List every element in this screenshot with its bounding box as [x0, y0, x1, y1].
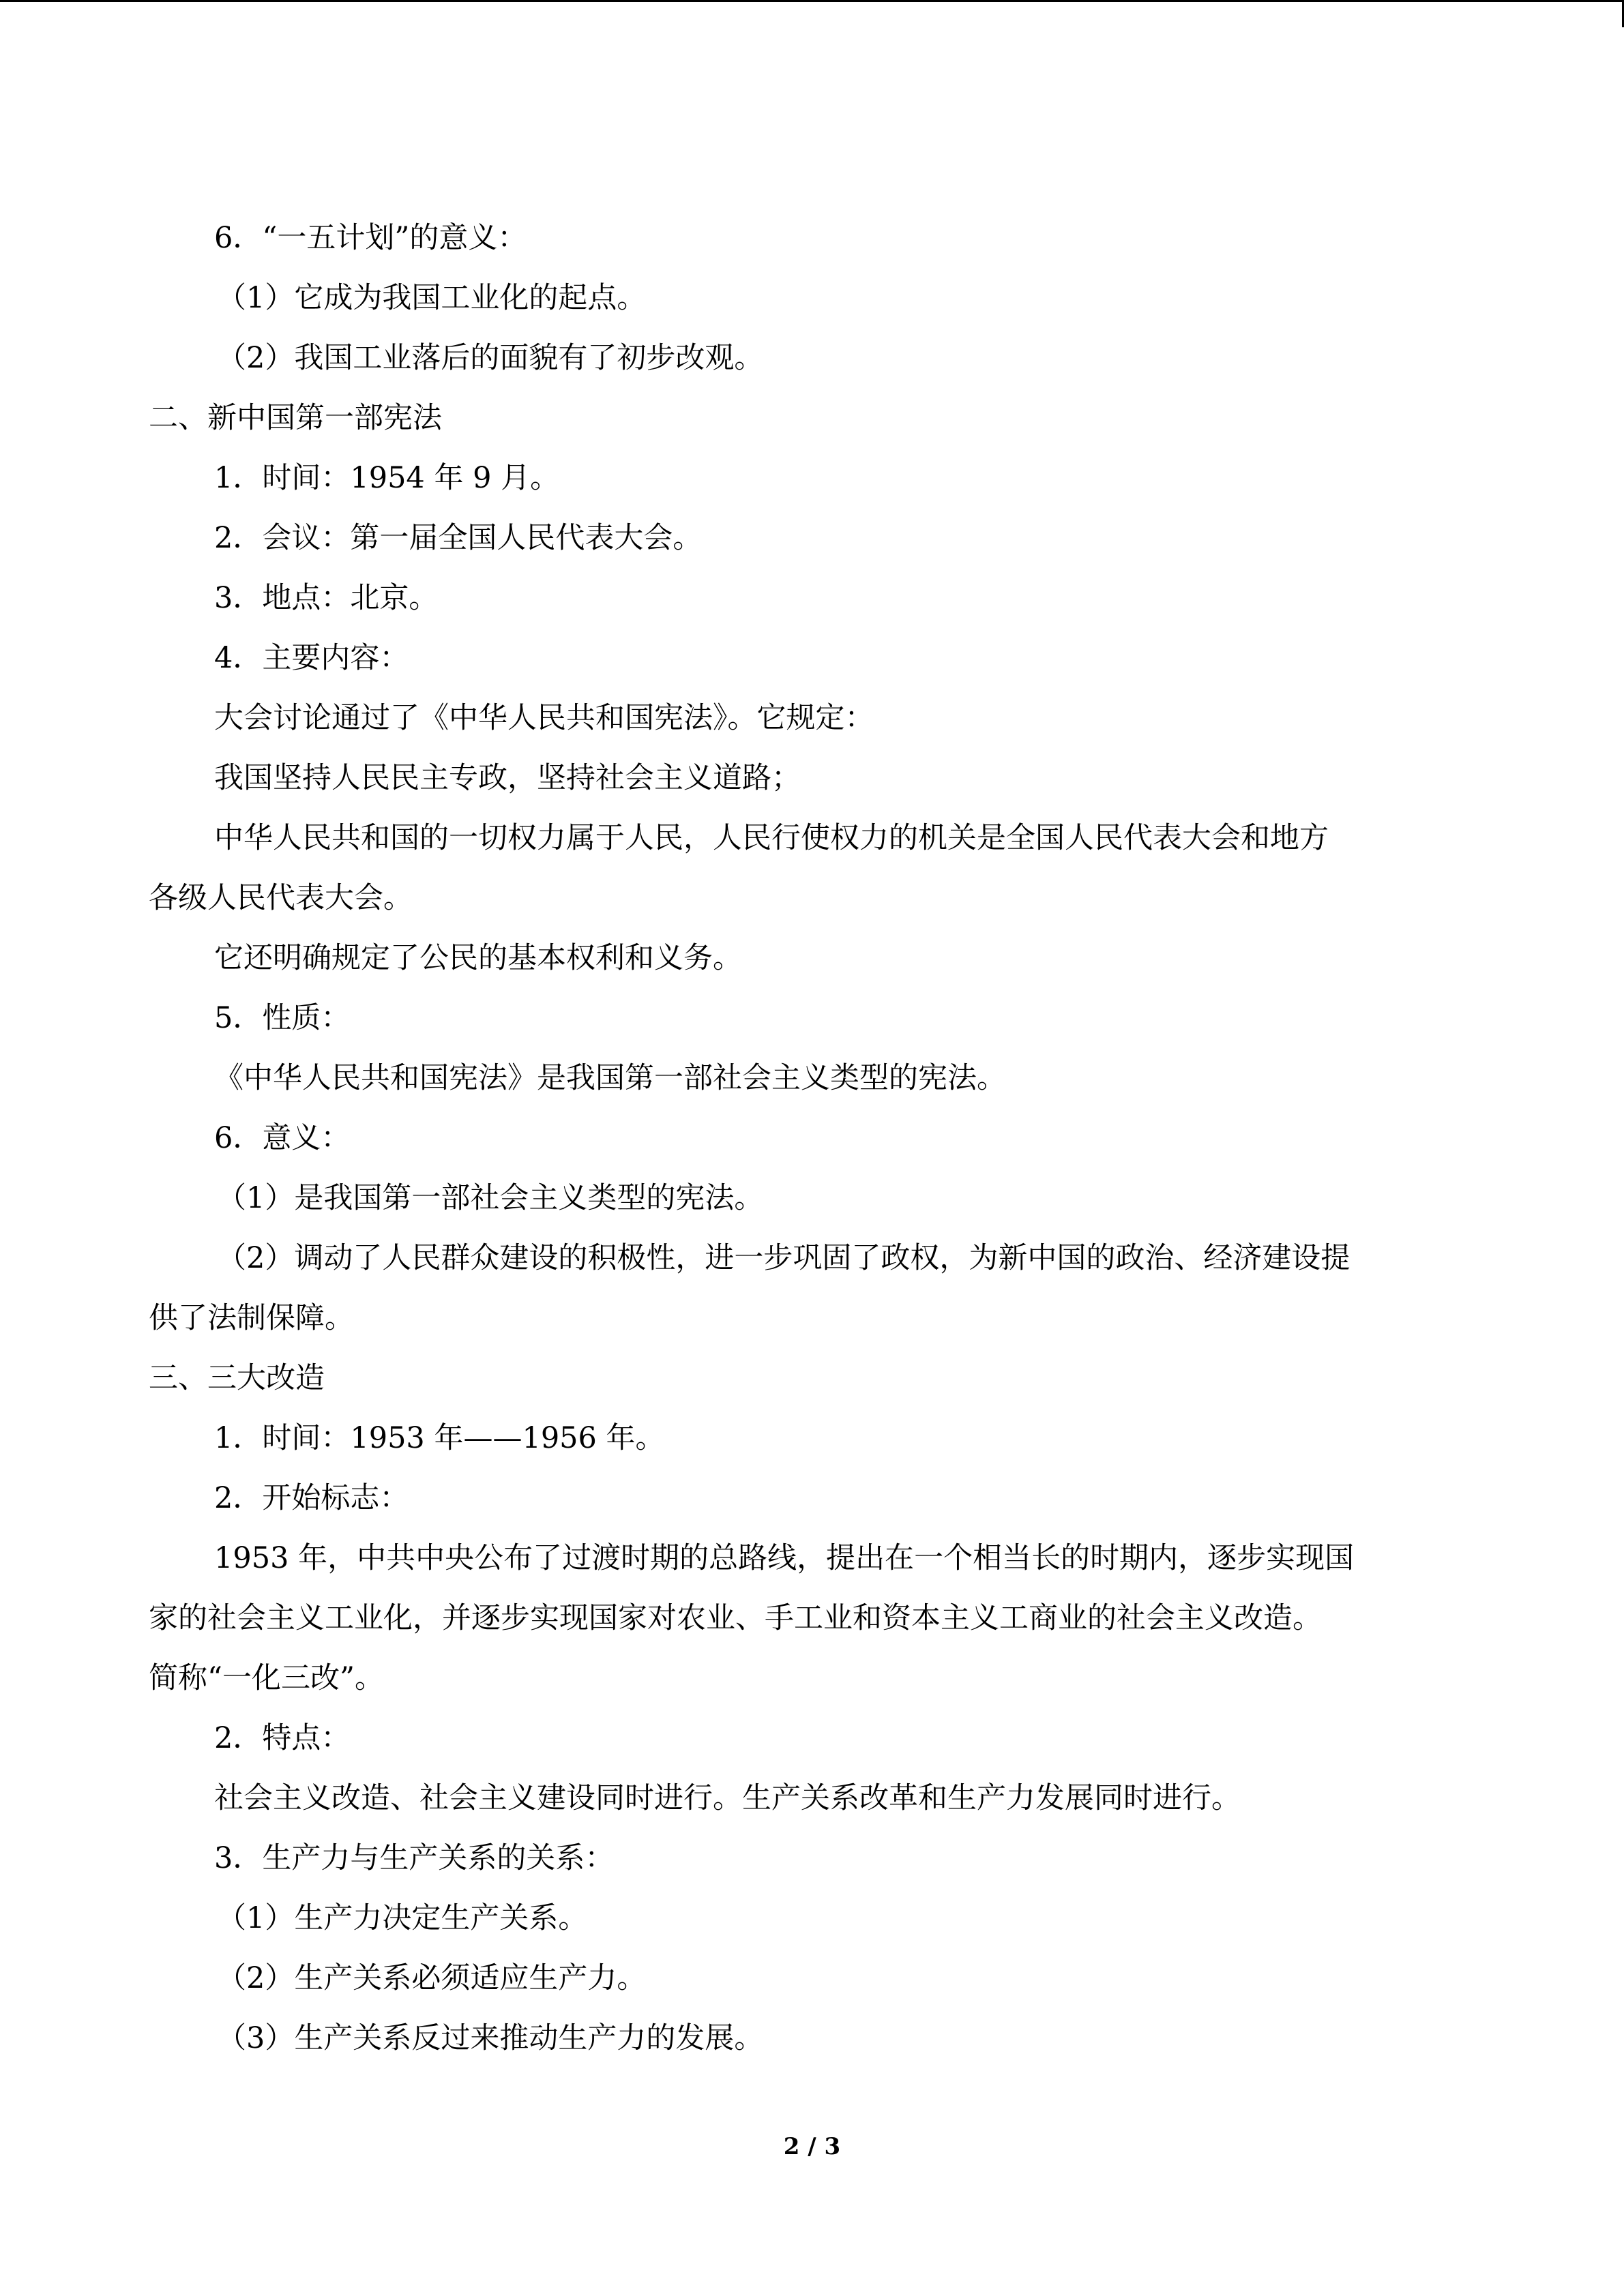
list-item: 3．地点：北京。 — [214, 581, 439, 615]
list-item: 3．生产力与生产关系的关系： — [214, 1841, 615, 1875]
paragraph-line: 1953 年，中共中央公布了过渡时期的总路线，提出在一个相当长的时期内，逐步实现国 — [214, 1541, 1355, 1575]
list-item: （2）生产关系必须适应生产力。 — [217, 1961, 647, 1995]
list-item: 5．性质： — [214, 1001, 351, 1035]
paragraph-line: 简称“一化三改”。 — [149, 1661, 384, 1695]
list-item: （2）我国工业落后的面貌有了初步改观。 — [217, 341, 764, 375]
paragraph-line: 大会讨论通过了《中华人民共和国宪法》。它规定： — [214, 701, 874, 735]
paragraph-line: （2）调动了人民群众建设的积极性，进一步巩固了政权，为新中国的政治、经济建设提 — [217, 1241, 1350, 1275]
heading-plan-significance: 6．“一五计划”的意义： — [214, 221, 527, 255]
document-body — [149, 208, 1475, 2068]
paragraph-line: 中华人民共和国的一切权力属于人民，人民行使权力的机关是全国人民代表大会和地方 — [214, 821, 1329, 855]
paragraph-line: 各级人民代表大会。 — [149, 881, 413, 915]
list-item: （1）是我国第一部社会主义类型的宪法。 — [217, 1181, 764, 1215]
list-item: 4．主要内容： — [214, 641, 409, 675]
list-item: 2．特点： — [214, 1721, 351, 1755]
paragraph-line: 我国坚持人民民主专政，坚持社会主义道路； — [214, 761, 801, 795]
paragraph-line: 它还明确规定了公民的基本权利和义务。 — [214, 941, 742, 975]
list-item: 2．会议：第一届全国人民代表大会。 — [214, 521, 703, 555]
paragraph-line: 社会主义改造、社会主义建设同时进行。生产关系改革和生产力发展同时进行。 — [214, 1781, 1241, 1815]
list-item: 1．时间：1954 年 9 月。 — [214, 461, 560, 495]
section-heading-three-transformations: 三、三大改造 — [149, 1361, 325, 1395]
list-item: （3）生产关系反过来推动生产力的发展。 — [217, 2021, 764, 2055]
paragraph-line: 供了法制保障。 — [149, 1301, 354, 1335]
list-item: 2．开始标志： — [214, 1481, 409, 1515]
list-item: （1）它成为我国工业化的起点。 — [217, 281, 647, 315]
list-item: （1）生产力决定生产关系。 — [217, 1901, 588, 1935]
paragraph-line: 《中华人民共和国宪法》是我国第一部社会主义类型的宪法。 — [214, 1061, 1006, 1095]
list-item: 1．时间：1953 年——1956 年。 — [214, 1421, 665, 1455]
section-heading-constitution: 二、新中国第一部宪法 — [149, 401, 442, 435]
list-item: 6．意义： — [214, 1121, 351, 1155]
page-number: 2 / 3 — [783, 2133, 841, 2160]
page-top-border — [0, 0, 1624, 5]
paragraph-line: 家的社会主义工业化，并逐步实现国家对农业、手工业和资本主义工商业的社会主义改造。 — [149, 1601, 1322, 1635]
